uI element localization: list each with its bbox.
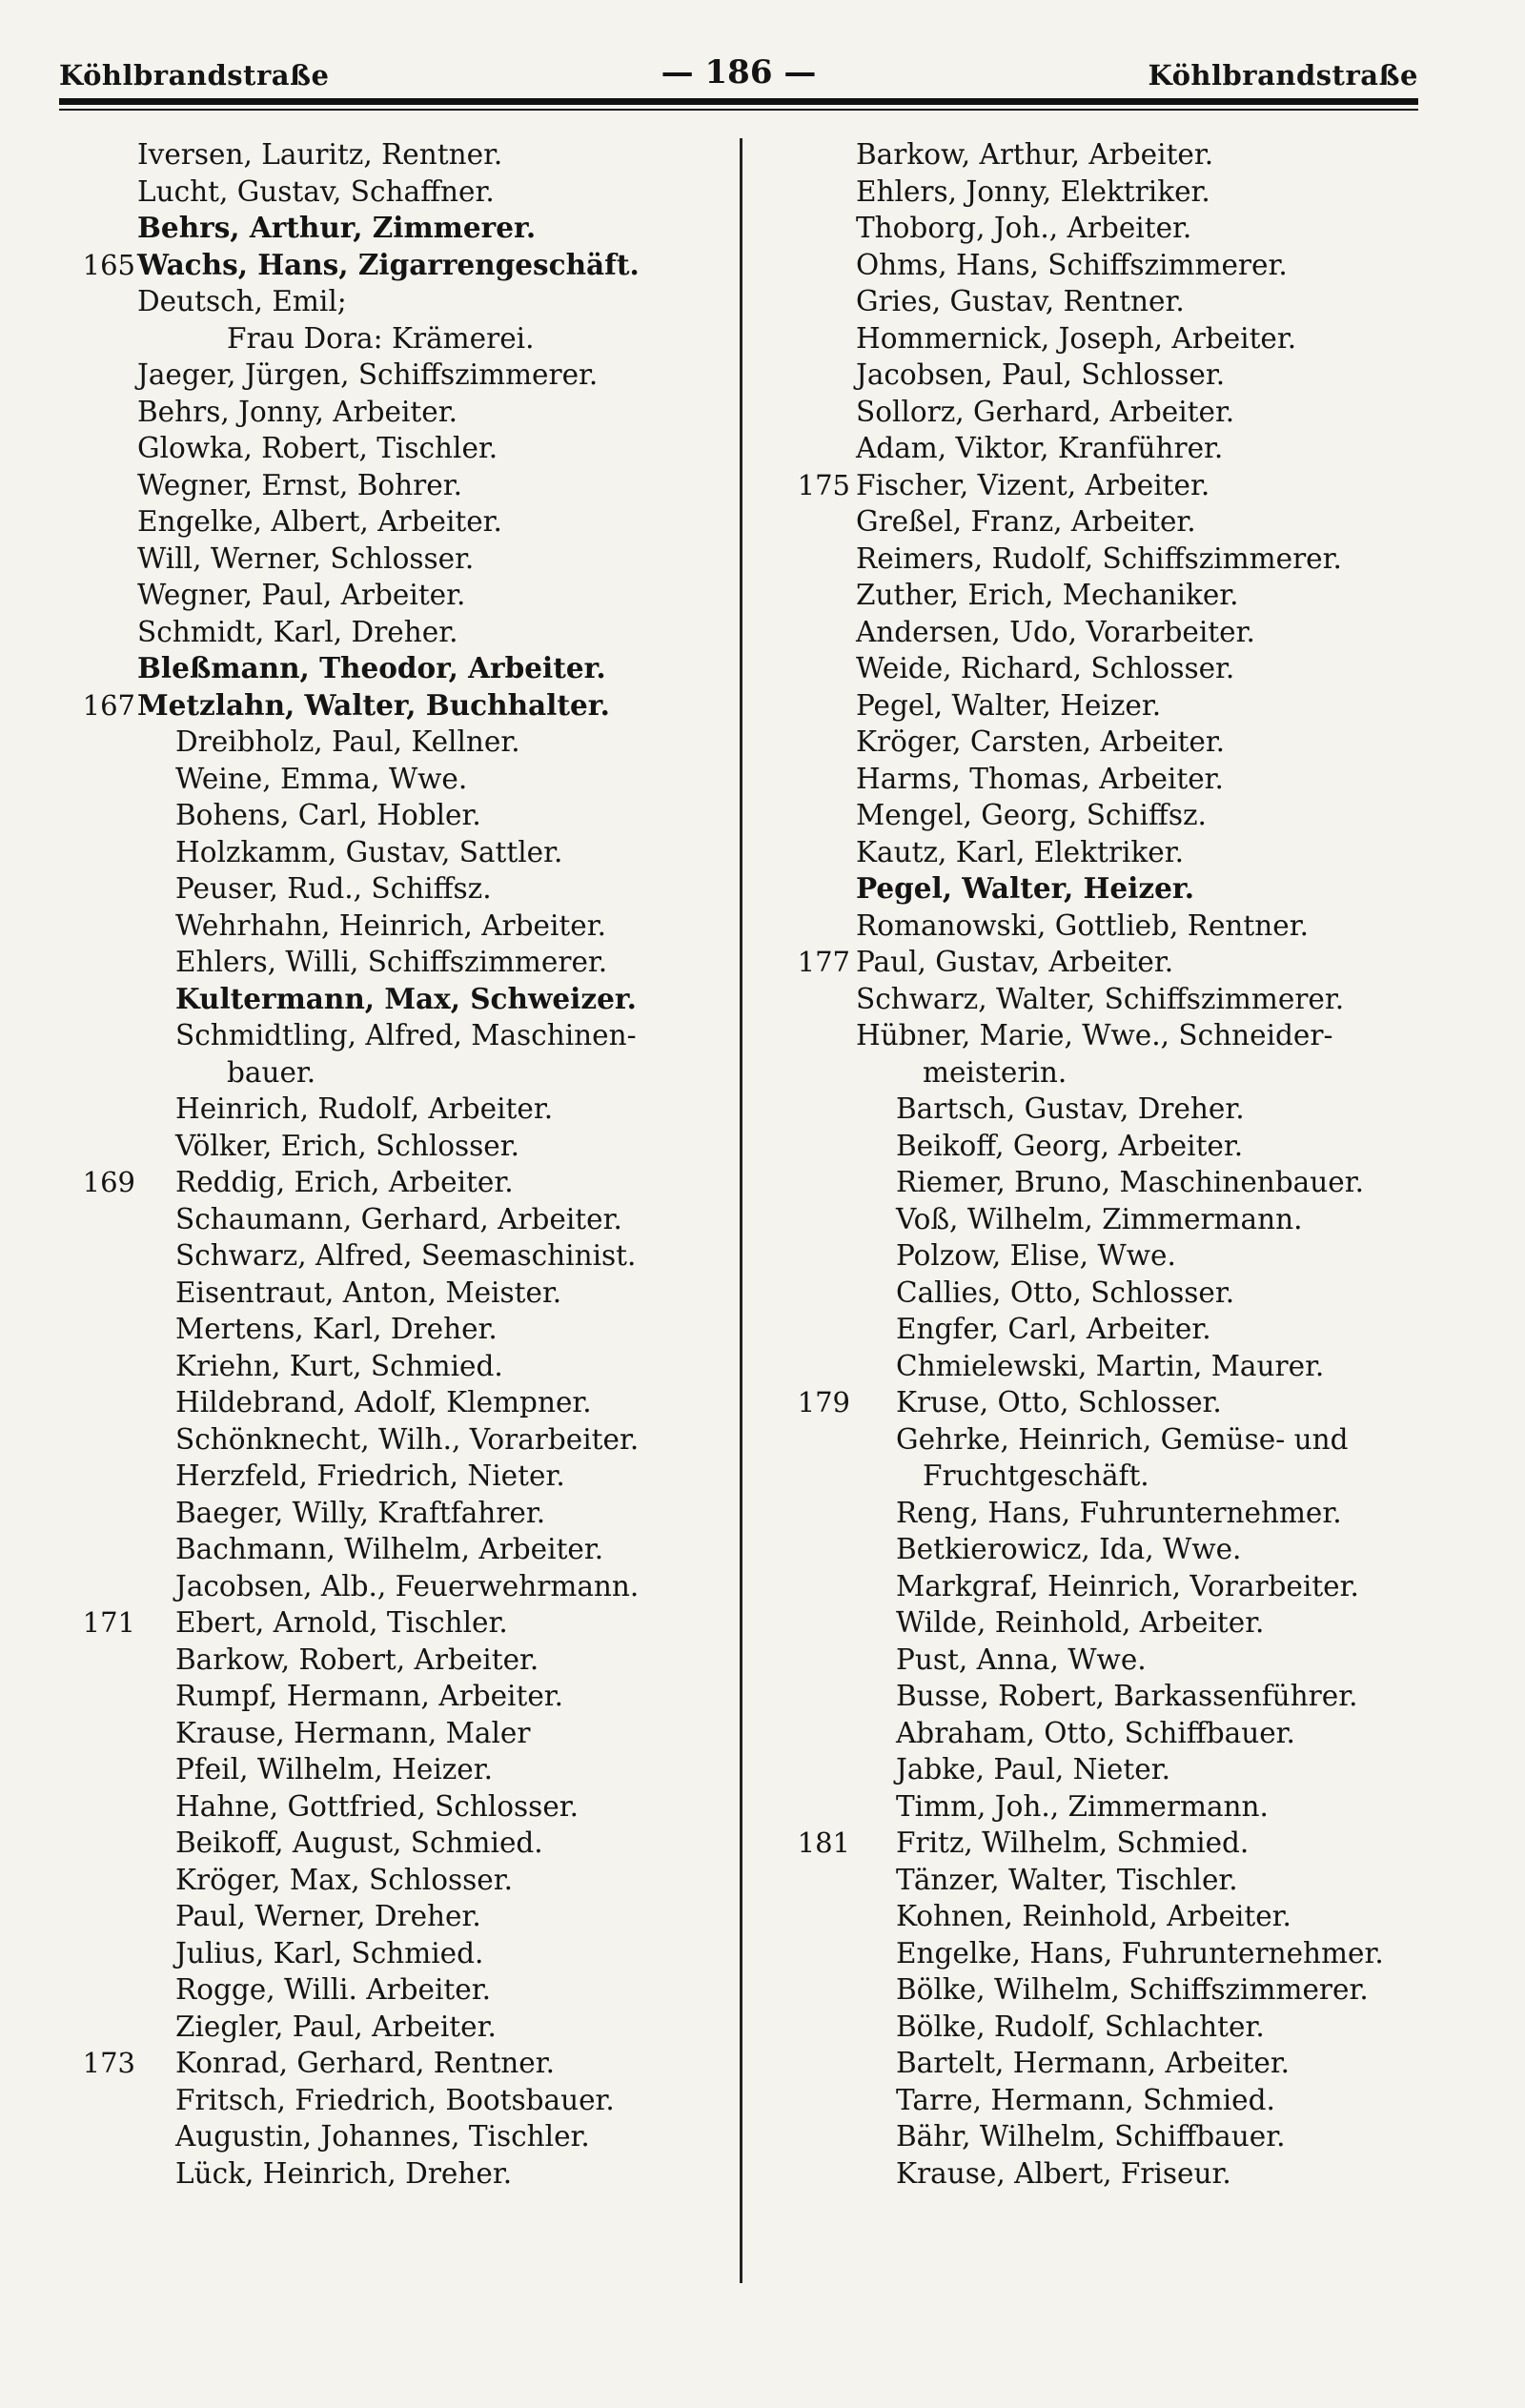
directory-entry (59, 2045, 726, 2082)
resident-entry: Wegner, Ernst, Bohrer. (137, 468, 462, 501)
resident-entry: Krause, Hermann, Maler (175, 1716, 531, 1749)
directory-entry (774, 1237, 1479, 1275)
resident-entry: Reimers, Rudolf, Schiffszimmerer. (856, 541, 1342, 575)
directory-entry (59, 1348, 726, 1385)
resident-entry: Jaeger, Jürgen, Schiffszimmerer. (137, 358, 599, 391)
directory-entry (59, 1825, 726, 1862)
directory-entry (59, 724, 726, 761)
directory-entry (774, 834, 1479, 871)
directory-entry (59, 1164, 726, 1201)
resident-entry: Riemer, Bruno, Maschinenbauer. (896, 1166, 1364, 1198)
header-rule-thick (59, 98, 1418, 105)
directory-entry (59, 1017, 726, 1054)
house-number: 167 (82, 688, 135, 722)
resident-entry: Bleßmann, Theodor, Arbeiter. (137, 651, 606, 684)
directory-entry (774, 1825, 1479, 1862)
directory-entry (59, 1421, 726, 1459)
directory-entry (774, 1201, 1479, 1238)
resident-entry: Eisentraut, Anton, Meister. (175, 1275, 562, 1309)
resident-entry: Metzlahn, Walter, Buchhalter. (137, 687, 610, 722)
resident-entry: Augustin, Johannes, Tischler. (175, 2120, 590, 2153)
resident-entry: Kohnen, Reinhold, Arbeiter. (896, 1900, 1291, 1932)
resident-entry: Holzkamm, Gustav, Sattler. (175, 835, 563, 868)
resident-entry: Bohens, Carl, Hobler. (175, 799, 481, 831)
directory-entry (59, 1862, 726, 1899)
resident-entry: Adam, Viktor, Kranführer. (856, 432, 1224, 464)
resident-entry: Andersen, Udo, Vorarbeiter. (856, 615, 1255, 648)
resident-entry: Busse, Robert, Barkassenführer. (896, 1680, 1358, 1712)
directory-entry (774, 2045, 1479, 2082)
directory-entry (59, 2155, 726, 2193)
directory-entry (59, 1604, 726, 1642)
resident-entry: Hommernick, Joseph, Arbeiter. (856, 321, 1297, 355)
directory-entry (774, 2082, 1479, 2119)
resident-entry: Thoborg, Joh., Arbeiter. (856, 212, 1192, 244)
resident-entry: Beikoff, Georg, Arbeiter. (896, 1129, 1244, 1162)
left-column (59, 136, 726, 2192)
directory-entry (774, 394, 1479, 431)
directory-entry (59, 1531, 726, 1568)
directory-entry (59, 1128, 726, 1165)
house-number: 165 (82, 248, 135, 281)
directory-entry (774, 1898, 1479, 1935)
resident-entry: Konrad, Gerhard, Rentner. (175, 2047, 556, 2079)
resident-entry: Iversen, Lauritz, Rentner. (137, 138, 503, 171)
directory-entry (774, 210, 1479, 247)
directory-entry (774, 541, 1479, 578)
resident-entry: Hübner, Marie, Wwe., Schneider- (856, 1019, 1333, 1051)
resident-entry: Ehlers, Willi, Schiffszimmerer. (175, 946, 608, 978)
resident-entry: Deutsch, Emil; (137, 285, 347, 317)
directory-entry (774, 1935, 1479, 1972)
directory-entry (59, 944, 726, 981)
directory-entry (59, 614, 726, 651)
resident-entry: Betkierowicz, Ida, Wwe. (896, 1533, 1242, 1565)
resident-entry: Schmidtling, Alfred, Maschinen- (175, 1019, 637, 1051)
directory-entry (774, 1054, 1479, 1092)
right-column (774, 136, 1479, 2192)
directory-entry (59, 650, 726, 687)
resident-entry: Gries, Gustav, Rentner. (856, 285, 1185, 317)
resident-entry: Krause, Albert, Friseur. (896, 2156, 1231, 2190)
resident-entry: Fritz, Wilhelm, Schmied. (896, 1826, 1250, 1859)
directory-entry (59, 1898, 726, 1935)
directory-entry (774, 1788, 1479, 1826)
directory-entry (59, 357, 726, 394)
resident-entry: Kautz, Karl, Elektriker. (856, 835, 1184, 868)
directory-entry (774, 430, 1479, 467)
house-number: 171 (82, 1606, 135, 1639)
resident-entry: Weine, Emma, Wwe. (175, 762, 468, 795)
column-divider (740, 138, 742, 2283)
directory-entry (774, 1164, 1479, 1201)
resident-entry: Schmidt, Karl, Dreher. (137, 615, 458, 648)
resident-entry: Mengel, Georg, Schiffsz. (856, 799, 1207, 831)
directory-entry (59, 210, 726, 247)
directory-entry (774, 577, 1479, 614)
directory-entry (774, 1017, 1479, 1054)
directory-entry (59, 1201, 726, 1238)
resident-entry: Pegel, Walter, Heizer. (856, 871, 1194, 905)
resident-entry: Julius, Karl, Schmied. (175, 1936, 484, 1969)
resident-entry: Wachs, Hans, Zigarrengeschäft. (137, 247, 640, 281)
directory-entry (774, 1275, 1479, 1312)
directory-entry (59, 1384, 726, 1421)
resident-entry: Markgraf, Heinrich, Vorarbeiter. (896, 1569, 1359, 1602)
directory-entry (59, 870, 726, 908)
street-name-right: Köhlbrandstraße (1148, 59, 1418, 92)
directory-entry (774, 1311, 1479, 1348)
house-number: 175 (797, 468, 850, 501)
resident-entry: Chmielewski, Martin, Maurer. (896, 1349, 1325, 1382)
directory-entry (59, 1568, 726, 1605)
resident-entry: Kriehn, Kurt, Schmied. (175, 1349, 503, 1382)
directory-entry (774, 1495, 1479, 1532)
directory-entry (774, 1384, 1479, 1421)
resident-entry: Wilde, Reinhold, Arbeiter. (896, 1606, 1265, 1639)
resident-entry: Ohms, Hans, Schiffszimmerer. (856, 248, 1288, 281)
directory-entry (774, 687, 1479, 724)
directory-entry (774, 1715, 1479, 1752)
directory-entry (59, 2082, 726, 2119)
resident-entry: Hildebrand, Adolf, Klempner. (175, 1386, 592, 1418)
resident-entry: Paul, Werner, Dreher. (175, 1900, 481, 1932)
directory-entry (59, 1275, 726, 1312)
directory-entry (59, 1642, 726, 1679)
directory-entry (59, 320, 726, 357)
resident-entry: Barkow, Arthur, Arbeiter. (856, 138, 1214, 171)
resident-entry: Kröger, Carsten, Arbeiter. (856, 725, 1226, 758)
directory-entry (59, 1678, 726, 1715)
directory-entry (774, 870, 1479, 908)
resident-entry: Tänzer, Walter, Tischler. (896, 1863, 1238, 1896)
resident-entry: Dreibholz, Paul, Kellner. (175, 725, 520, 758)
resident-entry: Fruchtgeschäft. (923, 1459, 1149, 1492)
directory-entry (59, 2118, 726, 2155)
directory-entry (774, 2155, 1479, 2193)
resident-entry: Bartelt, Hermann, Arbeiter. (896, 2047, 1291, 2079)
resident-entry: Rumpf, Hermann, Arbeiter. (175, 1680, 564, 1712)
resident-entry: Pust, Anna, Wwe. (896, 1643, 1147, 1676)
resident-entry: Ebert, Arnold, Tischler. (175, 1606, 508, 1639)
directory-entry (59, 687, 726, 724)
resident-entry: Paul, Gustav, Arbeiter. (856, 946, 1174, 978)
directory-entry (59, 467, 726, 504)
resident-entry: Barkow, Robert, Arbeiter. (175, 1643, 539, 1676)
page-number: — 186 — (661, 53, 817, 92)
directory-entry (59, 136, 726, 173)
resident-entry: Weide, Richard, Schlosser. (856, 652, 1235, 684)
directory-entry (59, 1971, 726, 2009)
resident-entry: Wehrhahn, Heinrich, Arbeiter. (175, 908, 606, 942)
resident-entry: Greßel, Franz, Arbeiter. (856, 505, 1196, 538)
directory-entry (59, 283, 726, 320)
resident-entry: Lück, Heinrich, Dreher. (175, 2156, 513, 2190)
resident-entry: Frau Dora: Krämerei. (227, 321, 535, 355)
directory-entry (774, 1128, 1479, 1165)
directory-entry (774, 1458, 1479, 1495)
resident-entry: Beikoff, August, Schmied. (175, 1826, 543, 1859)
resident-entry: Callies, Otto, Schlosser. (896, 1275, 1235, 1309)
directory-entry (59, 834, 726, 871)
resident-entry: Zuther, Erich, Mechaniker. (856, 579, 1239, 611)
directory-entry (59, 1751, 726, 1788)
resident-entry: Polzow, Elise, Wwe. (896, 1239, 1176, 1272)
resident-entry: Kruse, Otto, Schlosser. (896, 1386, 1222, 1418)
resident-entry: Schaumann, Gerhard, Arbeiter. (175, 1202, 622, 1235)
resident-entry: Romanowski, Gottlieb, Rentner. (856, 908, 1309, 942)
directory-entry (774, 1751, 1479, 1788)
directory-entry (774, 1421, 1479, 1459)
directory-entry (774, 1531, 1479, 1568)
directory-entry (59, 247, 726, 284)
directory-entry (774, 1568, 1479, 1605)
house-number: 169 (82, 1166, 135, 1198)
resident-entry: Baeger, Willy, Kraftfahrer. (175, 1496, 546, 1529)
directory-entry (59, 908, 726, 945)
directory-entry (59, 173, 726, 211)
directory-entry (59, 430, 726, 467)
resident-entry: Abraham, Otto, Schiffbauer. (896, 1716, 1295, 1749)
directory-entry (774, 173, 1479, 211)
directory-entry (59, 1788, 726, 1826)
directory-entry (774, 1678, 1479, 1715)
resident-entry: Timm, Joh., Zimmermann. (896, 1789, 1269, 1823)
resident-entry: Reng, Hans, Fuhrunternehmer. (896, 1496, 1342, 1529)
directory-entry (774, 357, 1479, 394)
directory-entry (59, 541, 726, 578)
directory-entry (59, 1935, 726, 1972)
header-rule-thin (59, 109, 1418, 111)
resident-entry: Hahne, Gottfried, Schlosser. (175, 1789, 580, 1823)
directory-entry (774, 1642, 1479, 1679)
resident-entry: Schwarz, Alfred, Seemaschinist. (175, 1239, 637, 1272)
directory-entry (774, 467, 1479, 504)
resident-entry: Pfeil, Wilhelm, Heizer. (175, 1753, 493, 1786)
resident-entry: Engelke, Hans, Fuhrunternehmer. (896, 1936, 1384, 1969)
resident-entry: Bartsch, Gustav, Dreher. (896, 1092, 1245, 1125)
resident-entry: Kultermann, Max, Schweizer. (175, 981, 637, 1015)
house-number: 173 (82, 2047, 135, 2079)
resident-entry: bauer. (227, 1055, 316, 1089)
directory-entry (774, 614, 1479, 651)
directory-entry (59, 1091, 726, 1128)
resident-entry: Harms, Thomas, Arbeiter. (856, 762, 1224, 795)
resident-entry: meisterin. (923, 1055, 1068, 1089)
directory-entry (59, 1458, 726, 1495)
resident-entry: Völker, Erich, Schlosser. (175, 1129, 519, 1162)
directory-entry (774, 1348, 1479, 1385)
resident-entry: Heinrich, Rudolf, Arbeiter. (175, 1092, 554, 1125)
resident-entry: Bähr, Wilhelm, Schiffbauer. (896, 2120, 1286, 2153)
directory-entry (774, 1604, 1479, 1642)
directory-entry (774, 1862, 1479, 1899)
resident-entry: Voß, Wilhelm, Zimmermann. (896, 1202, 1303, 1235)
resident-entry: Jacobsen, Alb., Feuerwehrmann. (175, 1569, 640, 1602)
resident-entry: Ehlers, Jonny, Elektriker. (856, 174, 1210, 208)
directory-entry (59, 981, 726, 1018)
resident-entry: Reddig, Erich, Arbeiter. (175, 1166, 514, 1198)
resident-entry: Will, Werner, Schlosser. (137, 541, 475, 575)
resident-entry: Engelke, Albert, Arbeiter. (137, 505, 502, 538)
directory-entry (774, 2009, 1479, 2046)
directory-entry (774, 650, 1479, 687)
resident-entry: Fritsch, Friedrich, Bootsbauer. (175, 2083, 615, 2116)
directory-entry (59, 797, 726, 834)
directory-entry (774, 761, 1479, 798)
directory-entry (774, 1971, 1479, 2009)
resident-entry: Gehrke, Heinrich, Gemüse- und (896, 1422, 1349, 1456)
directory-entry (774, 724, 1479, 761)
resident-entry: Glowka, Robert, Tischler. (137, 432, 498, 464)
house-number: 179 (797, 1386, 850, 1418)
resident-entry: Schwarz, Walter, Schiffszimmerer. (856, 982, 1345, 1015)
resident-entry: Bölke, Wilhelm, Schiffszimmerer. (896, 1973, 1369, 2006)
resident-entry: Herzfeld, Friedrich, Nieter. (175, 1459, 565, 1492)
resident-entry: Behrs, Jonny, Arbeiter. (137, 395, 458, 428)
directory-entry (774, 247, 1479, 284)
directory-entry (59, 503, 726, 541)
directory-entry (59, 577, 726, 614)
directory-entry (59, 1311, 726, 1348)
directory-entry (774, 2118, 1479, 2155)
resident-entry: Bachmann, Wilhelm, Arbeiter. (175, 1533, 604, 1565)
directory-entry (59, 2009, 726, 2046)
directory-entry (59, 1715, 726, 1752)
directory-entry (774, 944, 1479, 981)
resident-entry: Tarre, Hermann, Schmied. (896, 2083, 1275, 2116)
resident-entry: Bölke, Rudolf, Schlachter. (896, 2010, 1265, 2043)
directory-entry (774, 1091, 1479, 1128)
resident-entry: Rogge, Willi. Arbeiter. (175, 1973, 491, 2006)
page-header (59, 50, 1418, 99)
directory-entry (774, 981, 1479, 1018)
resident-entry: Jabke, Paul, Nieter. (896, 1753, 1170, 1786)
resident-entry: Ziegler, Paul, Arbeiter. (175, 2010, 497, 2043)
directory-entry (59, 394, 726, 431)
resident-entry: Sollorz, Gerhard, Arbeiter. (856, 395, 1235, 428)
house-number: 181 (797, 1826, 850, 1859)
directory-entry (59, 1237, 726, 1275)
resident-entry: Pegel, Walter, Heizer. (856, 688, 1162, 722)
street-name-left: Köhlbrandstraße (59, 59, 330, 92)
resident-entry: Behrs, Arthur, Zimmerer. (137, 211, 537, 244)
resident-entry: Mertens, Karl, Dreher. (175, 1313, 498, 1345)
directory-entry (774, 503, 1479, 541)
resident-entry: Jacobsen, Paul, Schlosser. (856, 358, 1226, 391)
house-number: 177 (797, 946, 850, 978)
directory-entry (59, 761, 726, 798)
resident-entry: Wegner, Paul, Arbeiter. (137, 579, 466, 611)
resident-entry: Kröger, Max, Schlosser. (175, 1863, 513, 1896)
directory-entry (774, 283, 1479, 320)
directory-entry (59, 1054, 726, 1092)
resident-entry: Lucht, Gustav, Schaffner. (137, 174, 495, 208)
directory-entry (59, 1495, 726, 1532)
directory-entry (774, 136, 1479, 173)
directory-entry (774, 320, 1479, 357)
resident-entry: Peuser, Rud., Schiffsz. (175, 872, 492, 905)
resident-entry: Schönknecht, Wilh., Vorarbeiter. (175, 1422, 640, 1456)
directory-entry (774, 797, 1479, 834)
directory-entry (774, 908, 1479, 945)
resident-entry: Engfer, Carl, Arbeiter. (896, 1313, 1211, 1345)
resident-entry: Fischer, Vizent, Arbeiter. (856, 468, 1210, 501)
